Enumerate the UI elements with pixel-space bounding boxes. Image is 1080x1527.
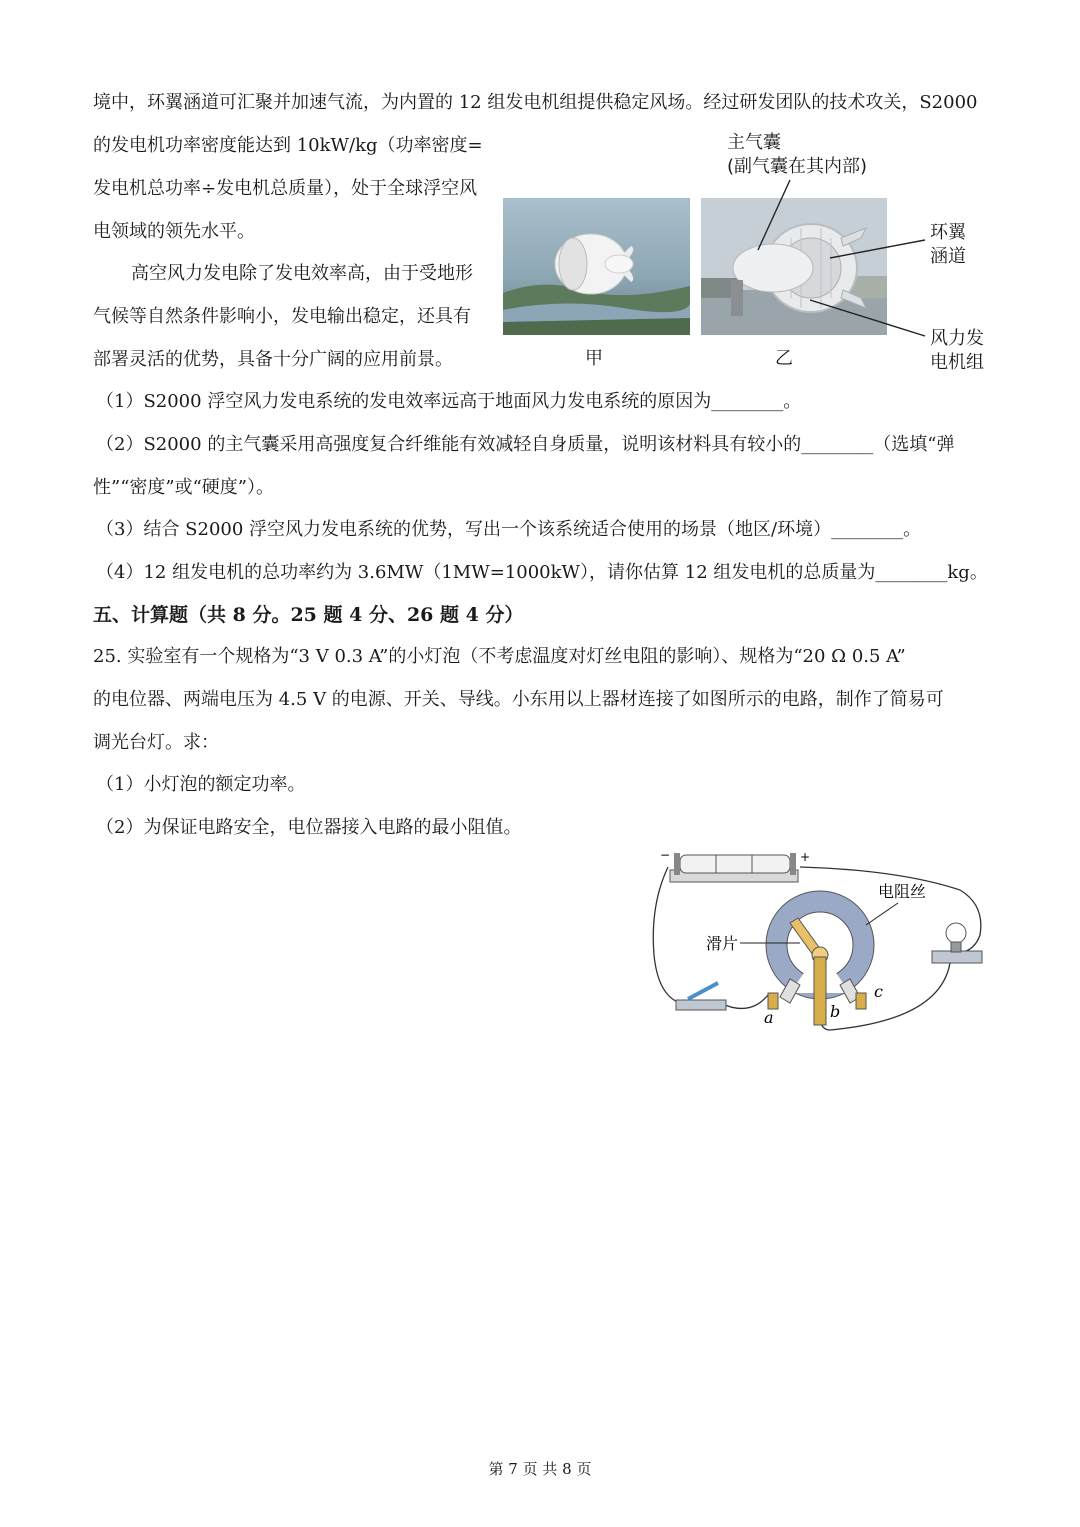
leader-wire xyxy=(866,903,898,925)
figure1-leaders xyxy=(0,0,1080,400)
page-footer: 第 7 页 共 8 页 xyxy=(488,1460,592,1478)
q25-line: 调光台灯。求： xyxy=(93,732,219,753)
q25-line: 25. 实验室有一个规格为“3 V 0.3 A”的小灯泡（不考虑温度对灯丝电阻的影响）、规格为“20 Ω 0.5 A” xyxy=(93,646,906,667)
label-duct: 涵道 xyxy=(930,246,966,267)
label-duct: 环翼 xyxy=(930,222,966,243)
circuit-diagram xyxy=(640,845,1000,1045)
label-plus: + xyxy=(800,850,811,864)
label-slider: 滑片 xyxy=(706,934,739,953)
label-main-airbag: 主气囊 xyxy=(727,132,781,153)
label-resistance-wire: 电阻丝 xyxy=(878,882,927,901)
lamp-bulb xyxy=(946,923,966,943)
q24-part1: （1）S2000 浮空风力发电系统的发电效率远高于地面风力发电系统的原因为________。 xyxy=(96,391,802,412)
q25-part2: （2）为保证电路安全，电位器接入电路的最小阻值。 xyxy=(96,817,522,838)
leader-main-airbag xyxy=(758,180,790,250)
label-sub-airbag: (副气囊在其内部) xyxy=(727,156,868,177)
caption-jia: 甲 xyxy=(585,348,603,369)
label-b: b xyxy=(830,1002,841,1021)
switch-lever xyxy=(688,983,718,999)
leader-duct xyxy=(830,240,925,258)
passage-line: 气候等自然条件影响小，发电输出稳定，还具有 xyxy=(93,306,471,327)
q24-part3: （3）结合 S2000 浮空风力发电系统的优势，写出一个该系统适合使用的场景（地区/环境）________。 xyxy=(96,519,922,540)
leader-generator xyxy=(810,300,925,336)
label-c: c xyxy=(874,982,883,1001)
wire xyxy=(653,867,680,1003)
label-minus: − xyxy=(660,848,671,862)
passage-line: 部署灵活的优势，具备十分广阔的应用前景。 xyxy=(93,349,453,370)
q24-part2-cont: 性”“密度”或“硬度”）。 xyxy=(93,477,275,498)
q25-line: 的电位器、两端电压为 4.5 V 的电源、开关、导线。小东用以上器材连接了如图所示的电路，制作了简易可 xyxy=(93,689,944,710)
battery-cells xyxy=(680,855,790,873)
wire xyxy=(720,995,768,1008)
caption-yi: 乙 xyxy=(775,348,793,369)
passage-line: 发电机总功率÷发电机总质量），处于全球浮空风 xyxy=(93,178,478,199)
label-a: a xyxy=(764,1008,774,1027)
label-generator: 电机组 xyxy=(930,352,984,373)
passage-line: 电领域的领先水平。 xyxy=(93,221,255,242)
section-heading: 五、计算题（共 8 分。25 题 4 分、26 题 4 分） xyxy=(93,604,524,626)
passage-line: 高空风力发电除了发电效率高，由于受地形 xyxy=(131,263,473,284)
passage-line: 的发电机功率密度能达到 10kW/kg（功率密度= xyxy=(93,135,483,156)
lamp-base xyxy=(932,951,982,963)
q24-part4: （4）12 组发电机的总功率约为 3.6MW（1MW=1000kW），请你估算 12 组发电机的总质量为________kg。 xyxy=(96,562,988,583)
q24-part2: （2）S2000 的主气囊采用高强度复合纤维能有效减轻自身质量，说明该材料具有较小的________（选填“弹 xyxy=(96,434,955,455)
label-generator: 风力发 xyxy=(930,328,984,349)
terminal-b xyxy=(814,957,826,1025)
switch-base xyxy=(676,1000,726,1010)
q25-part1: （1）小灯泡的额定功率。 xyxy=(96,774,306,795)
passage-line: 境中，环翼涵道可汇聚并加速气流，为内置的 12 组发电机组提供稳定风场。经过研发团队的技术攻关，S2000 xyxy=(93,92,978,113)
